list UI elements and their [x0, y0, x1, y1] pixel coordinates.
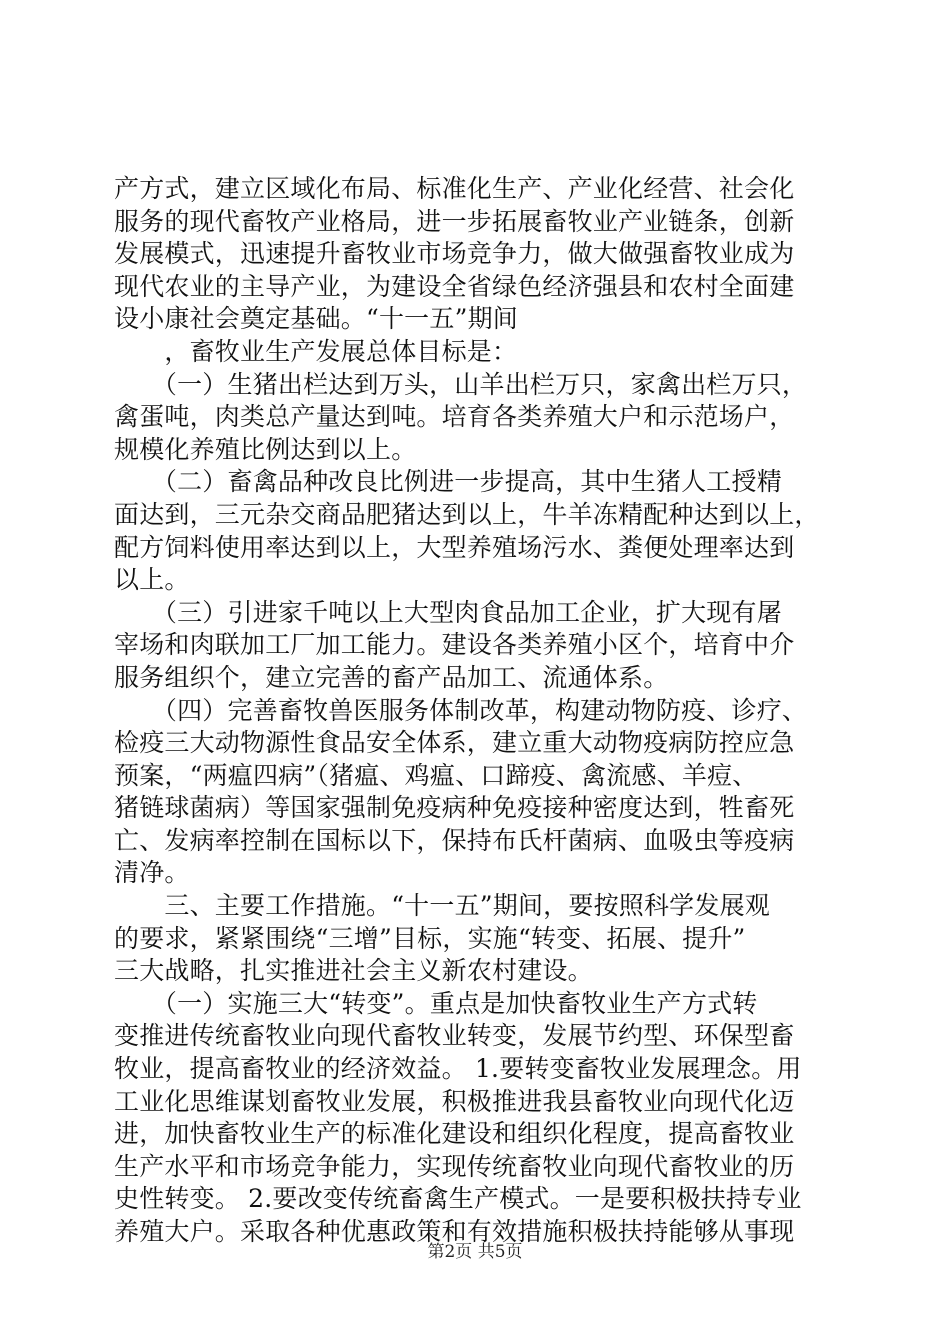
- page-number-footer: 第2页 共5页: [427, 1242, 523, 1262]
- text-line: （一）生猪出栏达到万头，山羊出栏万只，家禽出栏万只，: [114, 369, 808, 399]
- text-line: 现代农业的主导产业，为建设全省绿色经济强县和农村全面建: [114, 271, 795, 301]
- text-line: 禽蛋吨，肉类总产量达到吨。培育各类养殖大户和示范场户，: [114, 402, 795, 432]
- text-line: 设小康社会奠定基础。“十一五”期间: [114, 304, 518, 334]
- text-line: 进，加快畜牧业生产的标准化建设和组织化程度，提高畜牧业: [114, 1119, 795, 1149]
- text-line: 配方饲料使用率达到以上，大型养殖场污水、粪便处理率达到: [114, 532, 795, 562]
- text-line: 亡、发病率控制在国标以下，保持布氏杆菌病、血吸虫等疫病: [114, 825, 795, 855]
- document-body: [114, 173, 848, 1249]
- text-line: 猪链球菌病）等国家强制免疫病种免疫接种密度达到，牲畜死: [114, 793, 795, 823]
- text-line: 生产水平和市场竞争能力，实现传统畜牧业向现代畜牧业的历: [114, 1151, 795, 1181]
- text-line: （二）畜禽品种改良比例进一步提高，其中生猪人工授精: [114, 467, 782, 497]
- text-line: 史性转变。 2.要改变传统畜禽生产模式。一是要积极扶持专业: [114, 1184, 802, 1214]
- text-line: （一）实施三大“转变”。重点是加快畜牧业生产方式转: [114, 988, 758, 1018]
- text-line: 预案，“两瘟四病”（猪瘟、鸡瘟、口蹄疫、禽流感、羊痘、: [114, 760, 758, 790]
- text-line: 发展模式，迅速提升畜牧业市场竞争力，做大做强畜牧业成为: [114, 239, 795, 269]
- text-line: 三、主要工作措施。“十一五”期间，要按照科学发展观: [114, 891, 770, 921]
- text-line: （三）引进家千吨以上大型肉食品加工企业，扩大现有屠: [114, 597, 782, 627]
- text-line: 的要求，紧紧围绕“三增”目标，实施“转变、拓展、提升”: [114, 923, 746, 953]
- text-line: 以上。: [114, 565, 190, 595]
- text-line: ，畜牧业生产发展总体目标是：: [114, 336, 518, 366]
- text-line: 工业化思维谋划畜牧业发展，积极推进我县畜牧业向现代化迈: [114, 1086, 795, 1116]
- text-line: 变推进传统畜牧业向现代畜牧业转变，发展节约型、环保型畜: [114, 1021, 795, 1051]
- text-line: 服务的现代畜牧产业格局，进一步拓展畜牧业产业链条，创新: [114, 206, 795, 236]
- text-line: 检疫三大动物源性食品安全体系，建立重大动物疫病防控应急: [114, 728, 795, 758]
- text-line: 面达到，三元杂交商品肥猪达到以上，牛羊冻精配种达到以上，: [114, 499, 820, 529]
- text-line: 产方式，建立区域化布局、标准化生产、产业化经营、社会化: [114, 174, 795, 203]
- text-line: 宰场和肉联加工厂加工能力。建设各类养殖小区个，培育中介: [114, 630, 795, 660]
- text-line: 牧业，提高畜牧业的经济效益。 1.要转变畜牧业发展理念。用: [114, 1054, 802, 1084]
- text-line: （四）完善畜牧兽医服务体制改革，构建动物防疫、诊疗、: [114, 695, 808, 725]
- text-line: 养殖大户。采取各种优惠政策和有效措施积极扶持能够从事现: [114, 1217, 795, 1246]
- text-line: 清净。: [114, 858, 190, 888]
- text-line: 三大战略，扎实推进社会主义新农村建设。: [114, 956, 593, 986]
- text-line: 规模化养殖比例达到以上。: [114, 434, 417, 464]
- text-line: 服务组织个，建立完善的畜产品加工、流通体系。: [114, 662, 669, 692]
